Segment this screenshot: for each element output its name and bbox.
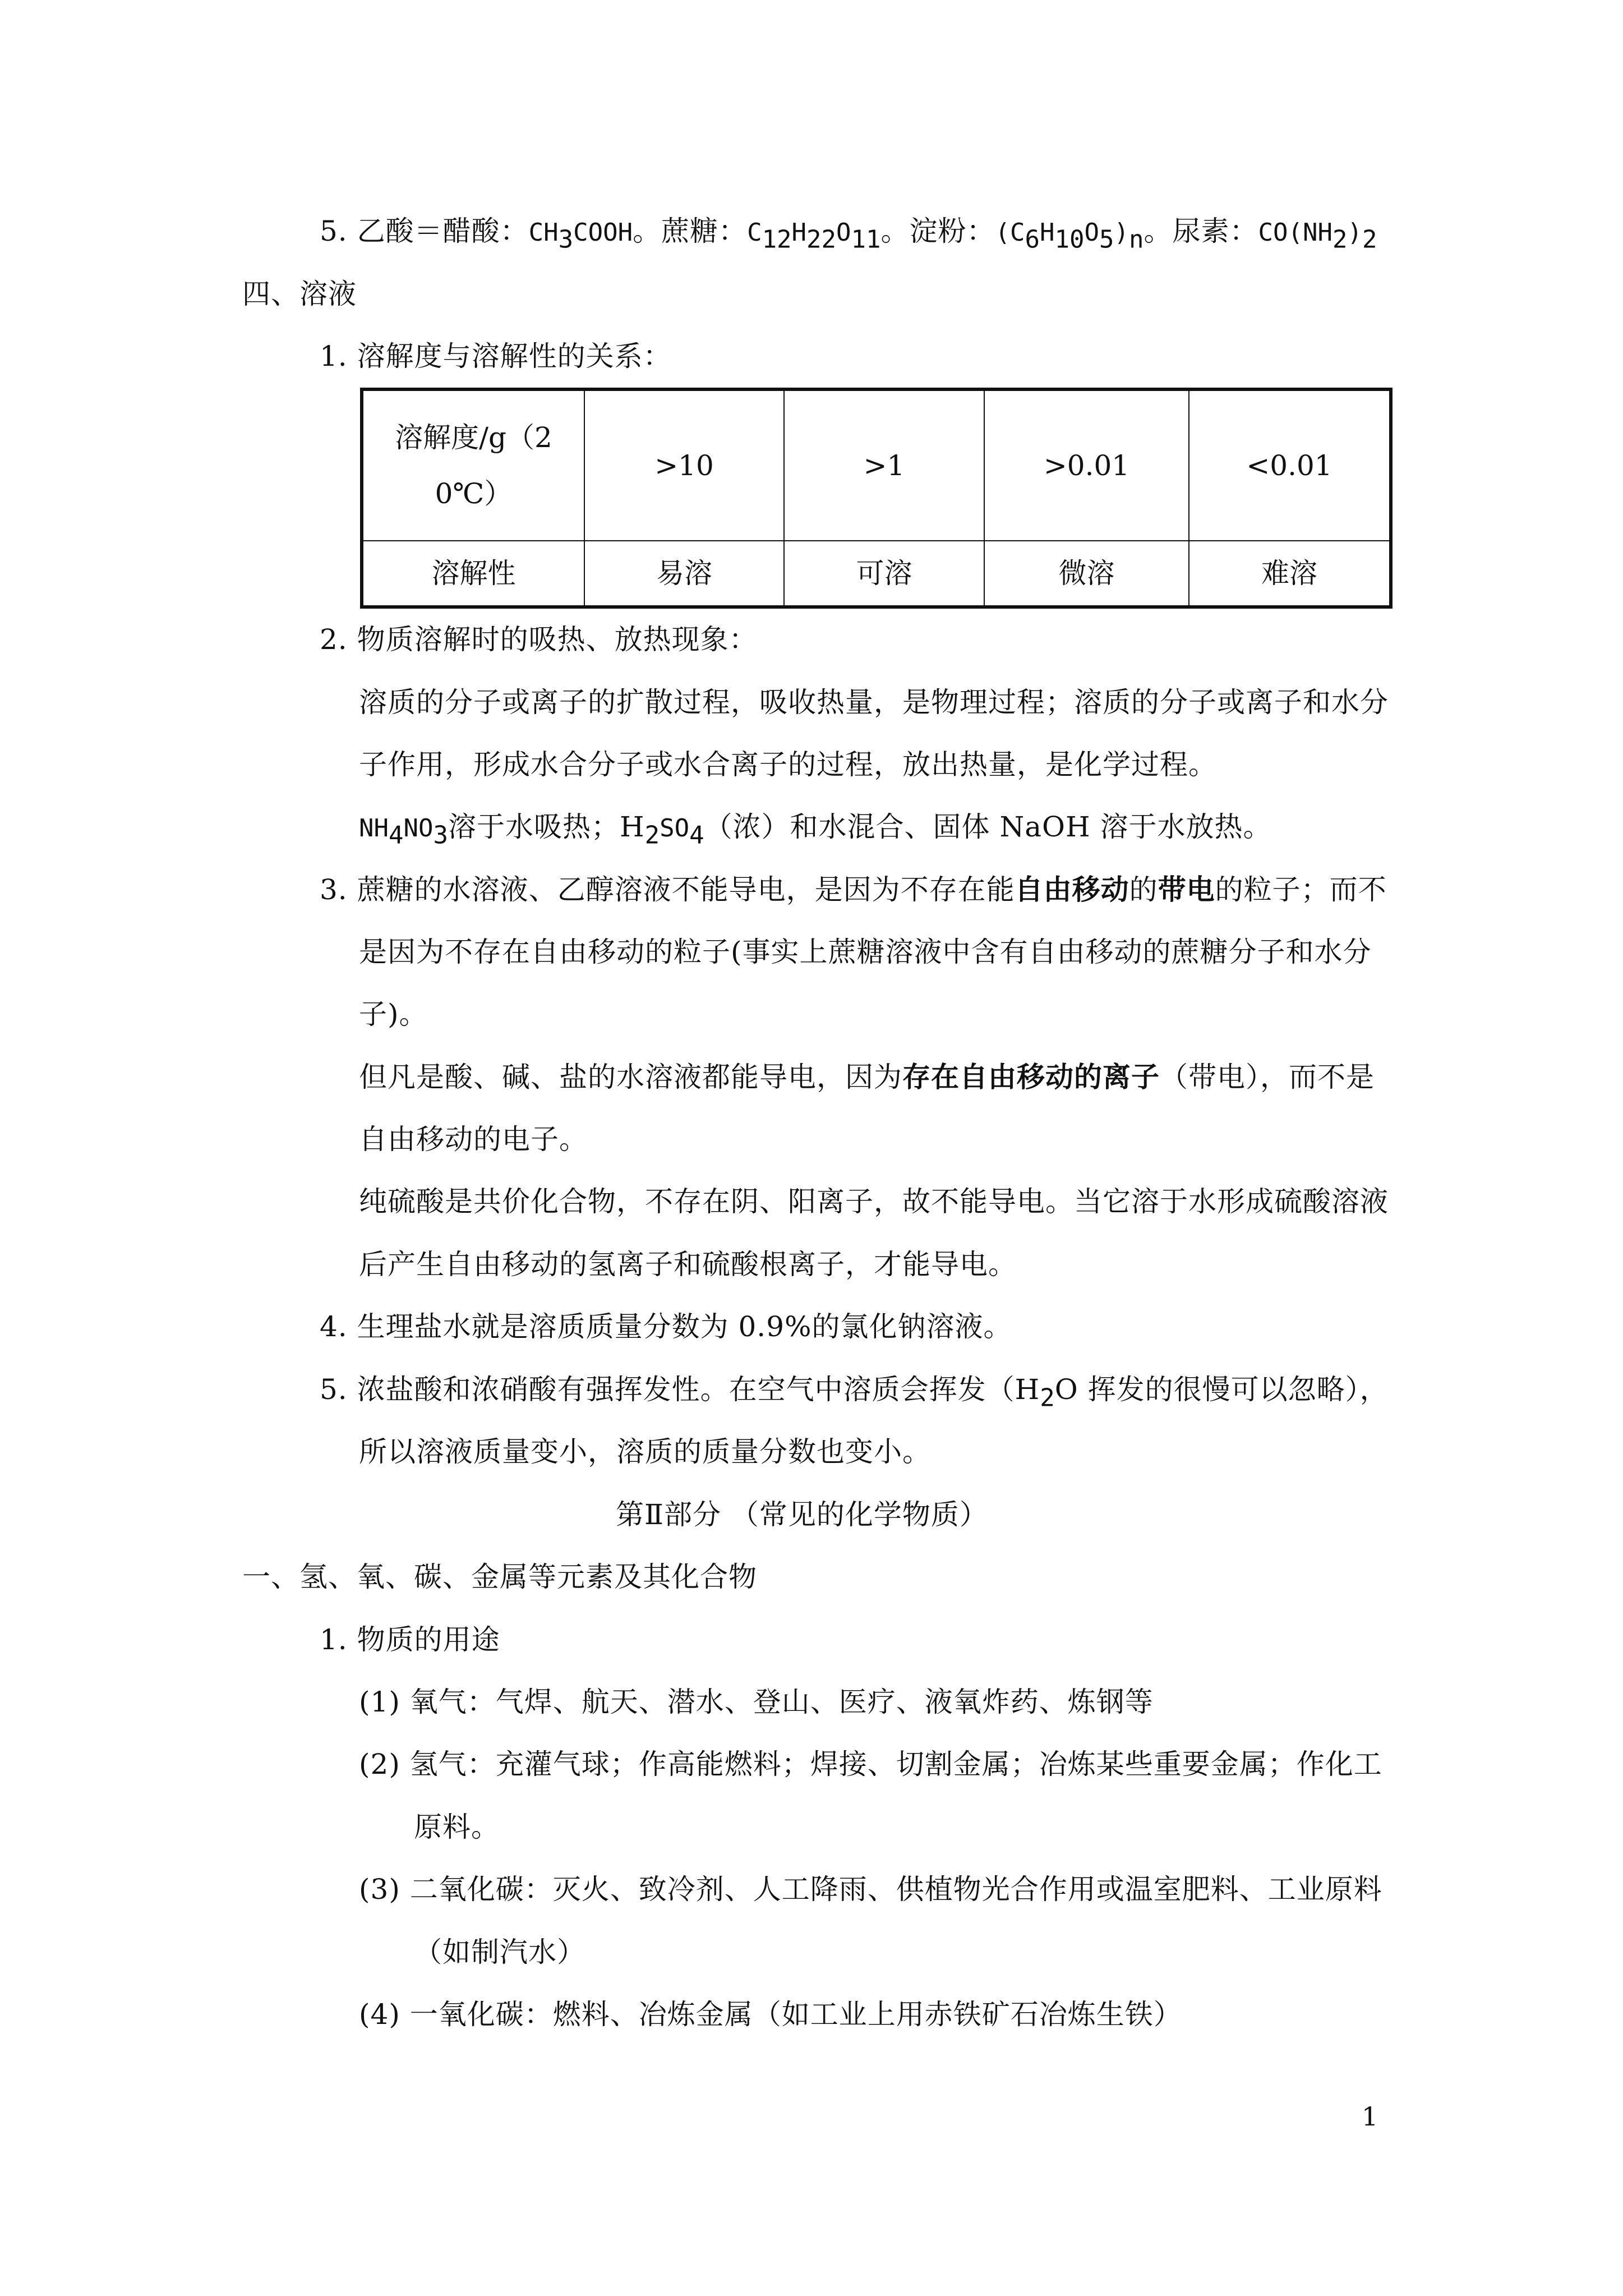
text: 5. 乙酸＝醋酸：	[320, 215, 529, 247]
text: 。蔗糖：	[633, 215, 748, 247]
table-row-label: 溶解性	[363, 541, 585, 605]
paragraph-line	[359, 1060, 1375, 1094]
table-cell: 可溶	[785, 541, 985, 605]
formula-text: )	[1347, 218, 1362, 247]
use-carbon-dioxide: (3) 二氧化碳：灭火、致冷剂、人工降雨、供植物光合作用或温室肥料、工业原料	[359, 1873, 1382, 1906]
item-3-conductivity	[320, 873, 1387, 907]
paragraph-line: 所以溶液质量变小，溶质的质量分数也变小。	[359, 1435, 931, 1468]
subscript: 6	[1025, 225, 1040, 254]
table-header-cell: >10	[585, 391, 785, 541]
bold-text: 带电	[1158, 873, 1215, 906]
subscript: 2	[644, 821, 660, 850]
paragraph-line: 原料。	[414, 1811, 500, 1843]
paragraph-line: 子作用，形成水合分子或水合离子的过程，放出热量，是化学过程。	[359, 748, 1217, 781]
text: （浓）和水混合、固体 NaOH 溶于水放热。	[704, 811, 1272, 843]
paragraph-line: 后产生自由移动的氢离子和硫酸根离子，才能导电。	[359, 1248, 1017, 1281]
subscript: 22	[806, 225, 837, 254]
paragraph-line: 自由移动的电子。	[359, 1123, 588, 1156]
paragraph-line: （如制汽水）	[414, 1936, 585, 1968]
page-number: 1	[1362, 2101, 1378, 2132]
paragraph-line: 溶质的分子或离子的扩散过程，吸收热量，是物理过程；溶质的分子或离子和水分	[359, 686, 1389, 719]
subscript: 3	[433, 821, 448, 850]
text: O 挥发的很慢可以忽略），	[1054, 1373, 1389, 1406]
item-1-uses: 1. 物质的用途	[320, 1623, 500, 1656]
table-cell: 难溶	[1261, 557, 1317, 590]
subscript: 3	[558, 225, 574, 254]
formula-text: O	[1084, 218, 1099, 247]
item-5-volatile	[320, 1373, 1389, 1412]
text: 3. 蔗糖的水溶液、乙醇溶液不能导电，是因为不存在能	[320, 873, 1015, 906]
paragraph-line: 子)。	[359, 998, 428, 1030]
formula-text: CH	[528, 218, 559, 247]
text: 的	[1129, 873, 1158, 906]
subscript: 4	[689, 821, 704, 850]
table-header-label-text: 溶解度/g（20℃）	[395, 421, 552, 510]
text: 。尿素：	[1144, 215, 1258, 247]
solubility-table	[360, 388, 1393, 609]
part-2-title: 第Ⅱ部分 （常见的化学物质）	[616, 1498, 988, 1531]
formula-text: H	[1040, 218, 1055, 247]
item-2-heat: 2. 物质溶解时的吸热、放热现象：	[320, 623, 758, 656]
subscript: 12	[762, 225, 792, 254]
paragraph-line: 纯硫酸是共价化合物，不存在阴、阳离子，故不能导电。当它溶于水形成硫酸溶液	[359, 1185, 1389, 1218]
line-item-5-formulas	[320, 214, 1377, 254]
section-heading-solutions: 四、溶液	[242, 278, 357, 310]
formula-text: COOH	[573, 218, 633, 247]
bold-text: 自由移动	[1015, 873, 1129, 906]
subscript: n	[1128, 225, 1144, 254]
formula-text: NO	[403, 814, 434, 843]
formula-text: O	[836, 218, 851, 247]
text: 5. 浓盐酸和浓硝酸有强挥发性。在空气中溶质会挥发（H	[320, 1373, 1040, 1406]
use-hydrogen: (2) 氢气：充灌气球；作高能燃料；焊接、切割金属；冶炼某些重要金属；作化工	[359, 1748, 1382, 1780]
table-cell: 易溶	[585, 541, 785, 605]
text: 的粒子；而不	[1215, 873, 1387, 906]
item-4-saline: 4. 生理盐水就是溶质质量分数为 0.9%的氯化钠溶液。	[320, 1310, 1012, 1343]
text: 溶于水吸热；H	[448, 811, 645, 843]
formula-text: NH	[359, 814, 389, 843]
text: （带电），而不是	[1160, 1061, 1375, 1093]
section-heading-elements: 一、氢、氧、碳、金属等元素及其化合物	[242, 1561, 757, 1593]
formula-text: CO(NH	[1258, 218, 1332, 247]
subscript: 2	[1332, 225, 1348, 254]
subscript: 4	[388, 821, 404, 850]
table-header-cell: <0.01	[1189, 391, 1389, 541]
item-1-solubility-relation: 1. 溶解度与溶解性的关系：	[320, 340, 672, 372]
formula-text: (C	[995, 218, 1025, 247]
subscript: 11	[851, 225, 881, 254]
table-header-cell: >0.01	[985, 391, 1189, 541]
use-carbon-monoxide: (4) 一氧化碳：燃料、冶炼金属（如工业上用赤铁矿石冶炼生铁）	[359, 1998, 1182, 2031]
subscript: 5	[1099, 225, 1114, 254]
formula-text: C	[747, 218, 762, 247]
table-header-cell: >1	[785, 391, 985, 541]
bold-text: 存在自由移动的离子	[902, 1060, 1160, 1093]
subscript: 10	[1054, 225, 1085, 254]
subscript: 2	[1040, 1383, 1055, 1412]
table-cell: 微溶	[985, 541, 1189, 605]
paragraph-line: 是因为不存在自由移动的粒子(事实上蔗糖溶液中含有自由移动的蔗糖分子和水分	[359, 936, 1372, 968]
paragraph-line-formulas	[359, 810, 1272, 850]
text: 。淀粉：	[880, 215, 995, 247]
use-oxygen: (1) 氧气：气焊、航天、潜水、登山、医疗、液氧炸药、炼钢等	[359, 1686, 1154, 1718]
subscript: 2	[1362, 225, 1377, 254]
formula-text: H	[791, 218, 807, 247]
text: 但凡是酸、碱、盐的水溶液都能导电，因为	[359, 1061, 902, 1093]
formula-text: )	[1114, 218, 1129, 247]
formula-text: SO	[660, 814, 690, 843]
table-header-label	[363, 391, 585, 541]
